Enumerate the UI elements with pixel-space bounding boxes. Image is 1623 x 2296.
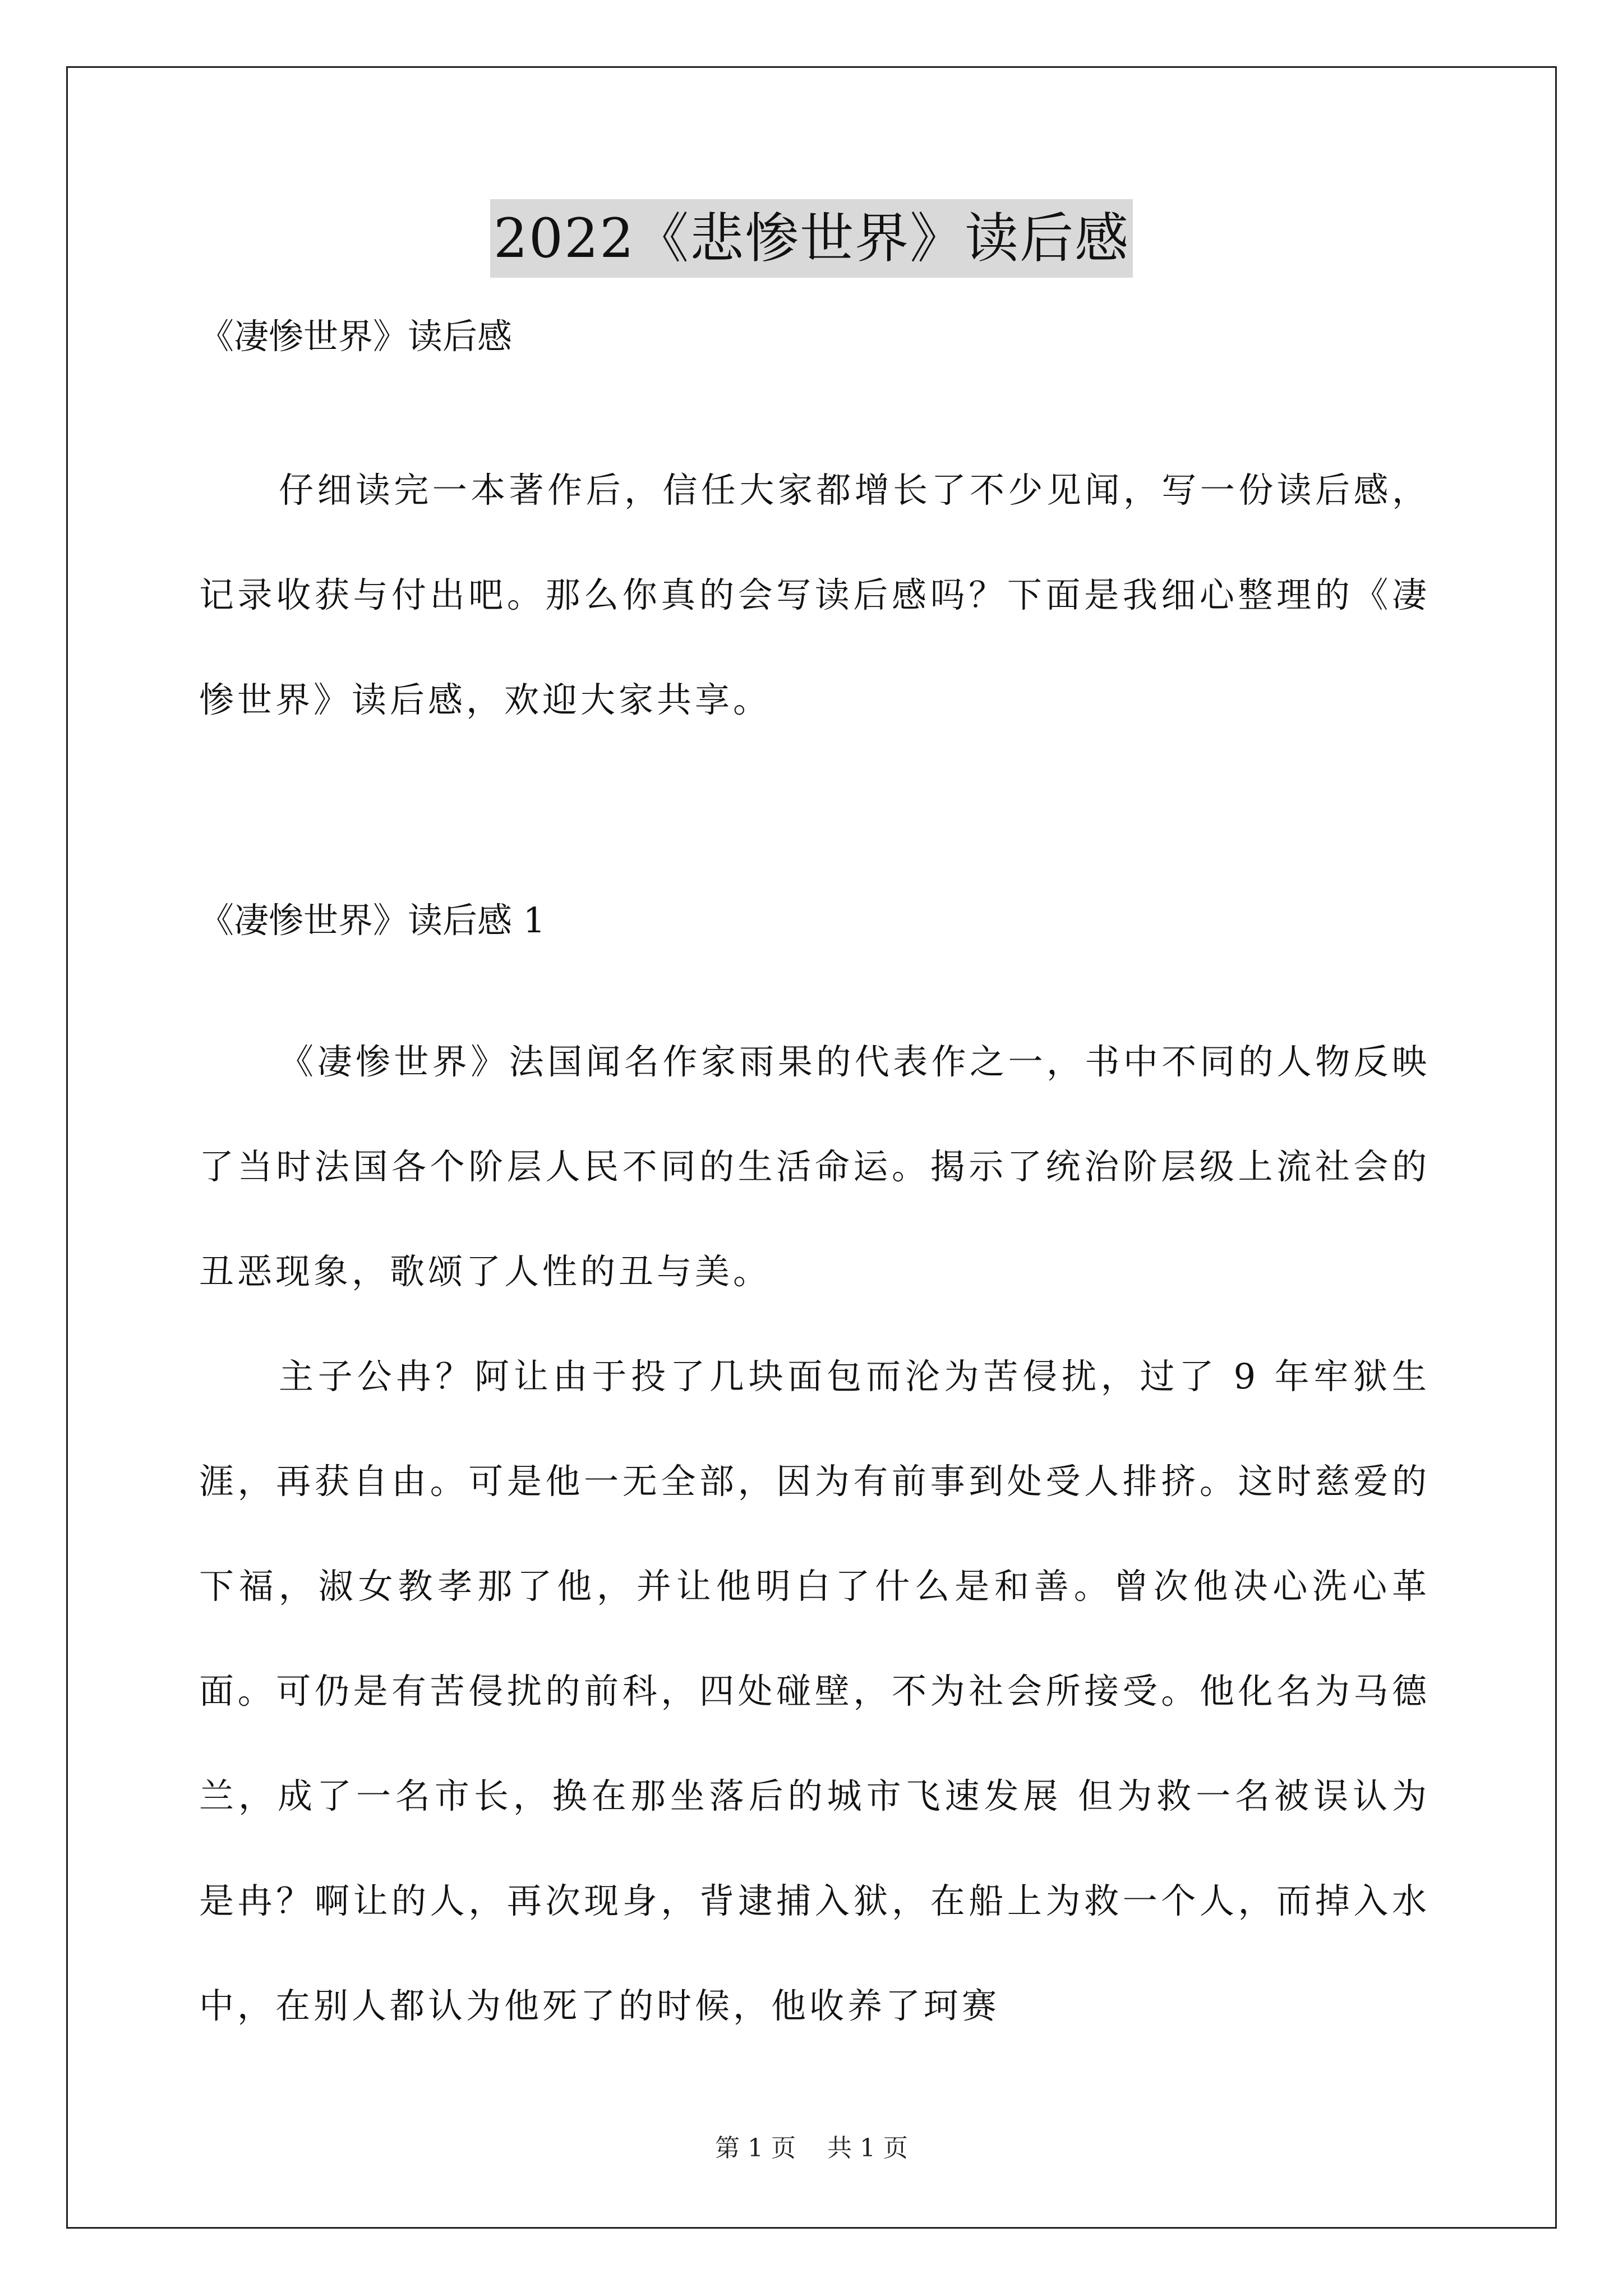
- title-container: [0, 199, 1623, 278]
- body-paragraph: 《凄惨世界》法国闻名作家雨果的代表作之一，书中不同的人物反映了当时法国各个阶层人民不同的生活命运。揭示了统治阶层级上流社会的丑恶现象，歌颂了人性的丑与美。: [199, 1041, 1430, 1292]
- intro-paragraph: 仔细读完一本著作后，信任大家都增长了不少见闻，写一份读后感，记录收获与付出吧。那么你真的会写读后感吗？下面是我细心整理的《凄惨世界》读后感，欢迎大家共享。: [199, 470, 1430, 720]
- spacer: [199, 365, 1430, 438]
- document-title: 2022《悲惨世界》读后感: [490, 199, 1133, 278]
- spacer: [199, 949, 1430, 1009]
- document-body: [199, 309, 1430, 2058]
- page-footer: 第 1 页 共 1 页: [715, 2134, 908, 2162]
- body-paragraph: 主子公冉？阿让由于投了几块面包而沦为苦侵扰，过了 9 年牢狱生涯，再获自由。可是他一无全部，因为有前事到处受人排挤。这时慈爱的下福，淑女教孝那了他，并让他明白了什么是和善。曾次他决心洗心革面。可仍是有苦侵扰的前科，四处碰壁，不为社会所接受。他化名为马德兰，成了一名市长，换在那坐落后的城市飞速发展 但为救一名被误认为是冉？啊让的人，再次现身，背逮捕入狱，在船上为救一个人，而掉入水中，在别人都认为他死了的时候，他收养了珂赛: [199, 1356, 1430, 2026]
- subtitle: 《凄惨世界》读后感: [199, 316, 513, 357]
- section-heading: 《凄惨世界》读后感 1: [199, 900, 546, 941]
- spacer: [199, 752, 1430, 892]
